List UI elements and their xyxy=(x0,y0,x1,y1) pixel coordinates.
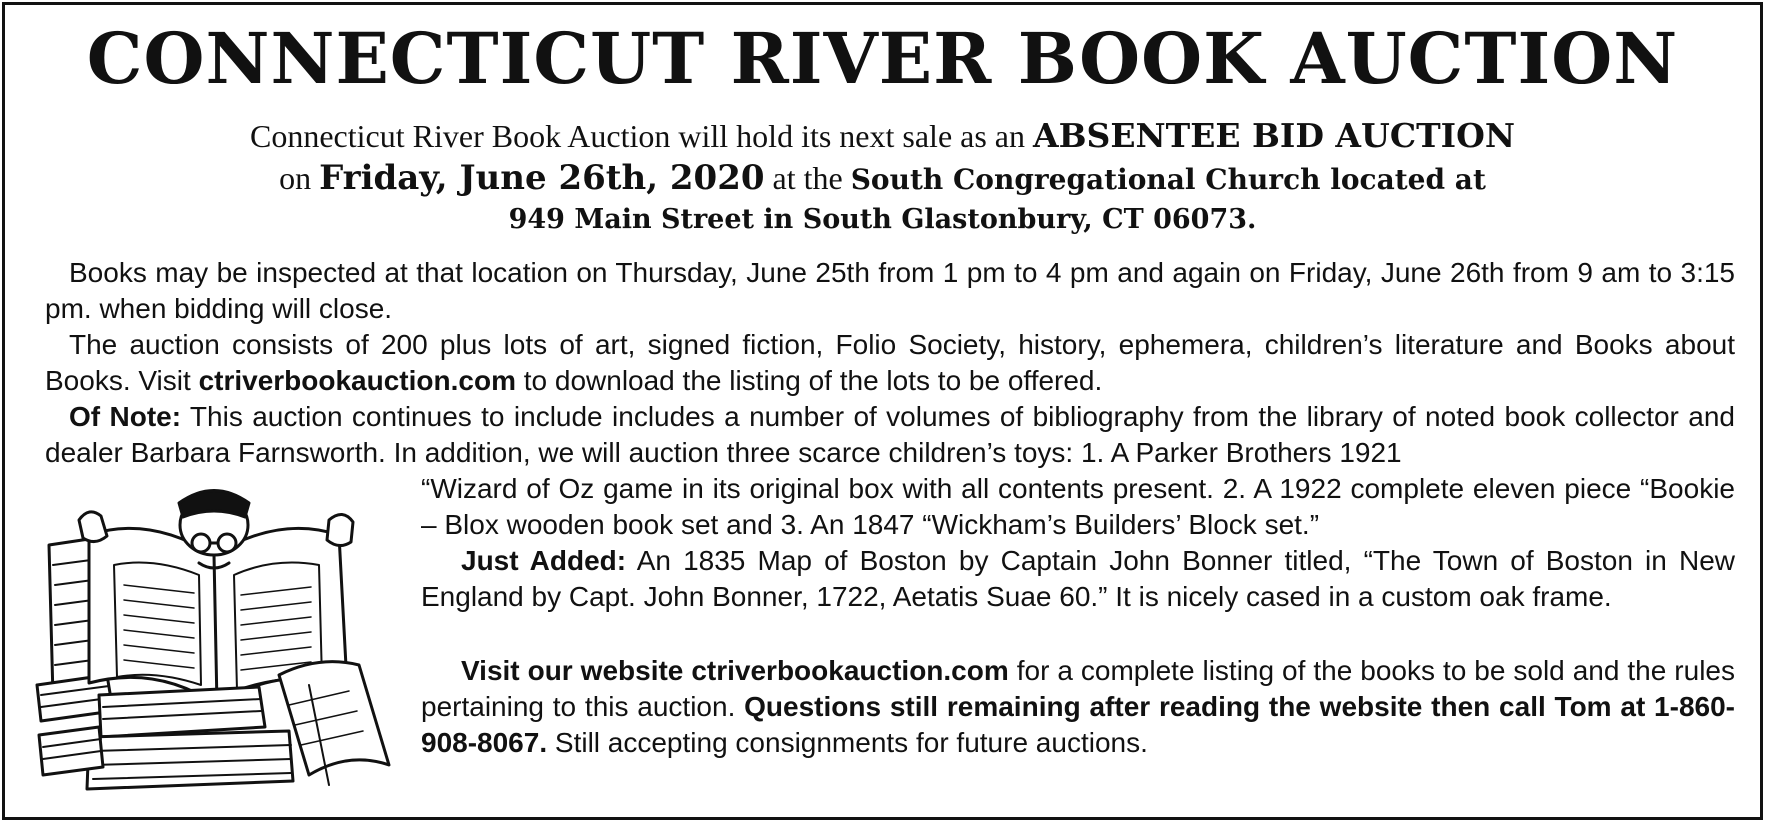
intro-text: Connecticut River Book Auction will hold its next sale as an xyxy=(250,118,1033,154)
reading-man-illustration-icon xyxy=(29,485,409,805)
intro-line-1 xyxy=(5,117,1760,155)
auction-type: ABSENTEE BID AUCTION xyxy=(1033,116,1515,155)
intro-text: at the xyxy=(764,160,851,196)
just-added-text: An 1835 Map of Boston by Captain John Bonner titled, “The Town of Boston in New England by Capt. John Bonner, 1722, Aetatis Suae 60.” It is nicely cased in a custom oak frame. xyxy=(421,545,1735,612)
page-title: CONNECTICUT RIVER BOOK AUCTION xyxy=(86,17,1679,100)
lots-text: The auction consists of 200 plus lots of art, signed fiction, Folio Society, history, ephemera, children’s literature and Books about Books. Visit xyxy=(45,329,1735,396)
lots-paragraph xyxy=(45,327,1735,399)
contact-callout: Questions still remaining after reading the website then call Tom at 1-860-908-8067. xyxy=(421,691,1735,758)
website-text: for a complete listing of the books to be sold and the rules pertaining to this auction. xyxy=(421,655,1735,722)
of-note-paragraph xyxy=(45,399,1735,471)
inspection-text: Books may be inspected at that location on Thursday, June 25th from 1 pm to 4 pm and again on Friday, June 26th from 9 am to 3:15 pm. when bidding will close. xyxy=(45,257,1735,324)
auction-advertisement xyxy=(2,2,1763,820)
of-note-label: Of Note: xyxy=(69,401,182,432)
auction-venue: South Congregational Church located at xyxy=(850,163,1486,196)
lots-text: to download the listing of the lots to be offered. xyxy=(515,365,1103,396)
website-callout: Visit our website ctriverbookauction.com xyxy=(461,655,1009,686)
website-paragraph xyxy=(421,653,1735,761)
just-added-label: Just Added: xyxy=(461,545,627,576)
intro-line-2 xyxy=(5,159,1760,199)
auction-address: 949 Main Street in South Glastonbury, CT 06073. xyxy=(508,204,1257,235)
inspection-paragraph xyxy=(45,255,1735,327)
of-note-continued: “Wizard of Oz game in its original box with all contents present. 2. A 1922 complete eleven piece “Bookie – Blox wooden book set and 3. An 1847 “Wickham’s Builders’ Block set.” xyxy=(421,473,1735,540)
intro-text: on xyxy=(279,160,320,196)
consignment-text: Still accepting consignments for future auctions. xyxy=(547,727,1148,758)
just-added-paragraph xyxy=(421,543,1735,615)
website-link[interactable]: ctriverbookauction.com xyxy=(198,365,516,396)
of-note-text: This auction continues to include includes a number of volumes of bibliography from the library of noted book collector and dealer Barbara Farnsworth. In addition, we will auction three scarce children’s toys: 1. A Parker Brothers 1921 xyxy=(45,401,1735,468)
auction-date: Friday, June 26th, 2020 xyxy=(319,158,765,198)
